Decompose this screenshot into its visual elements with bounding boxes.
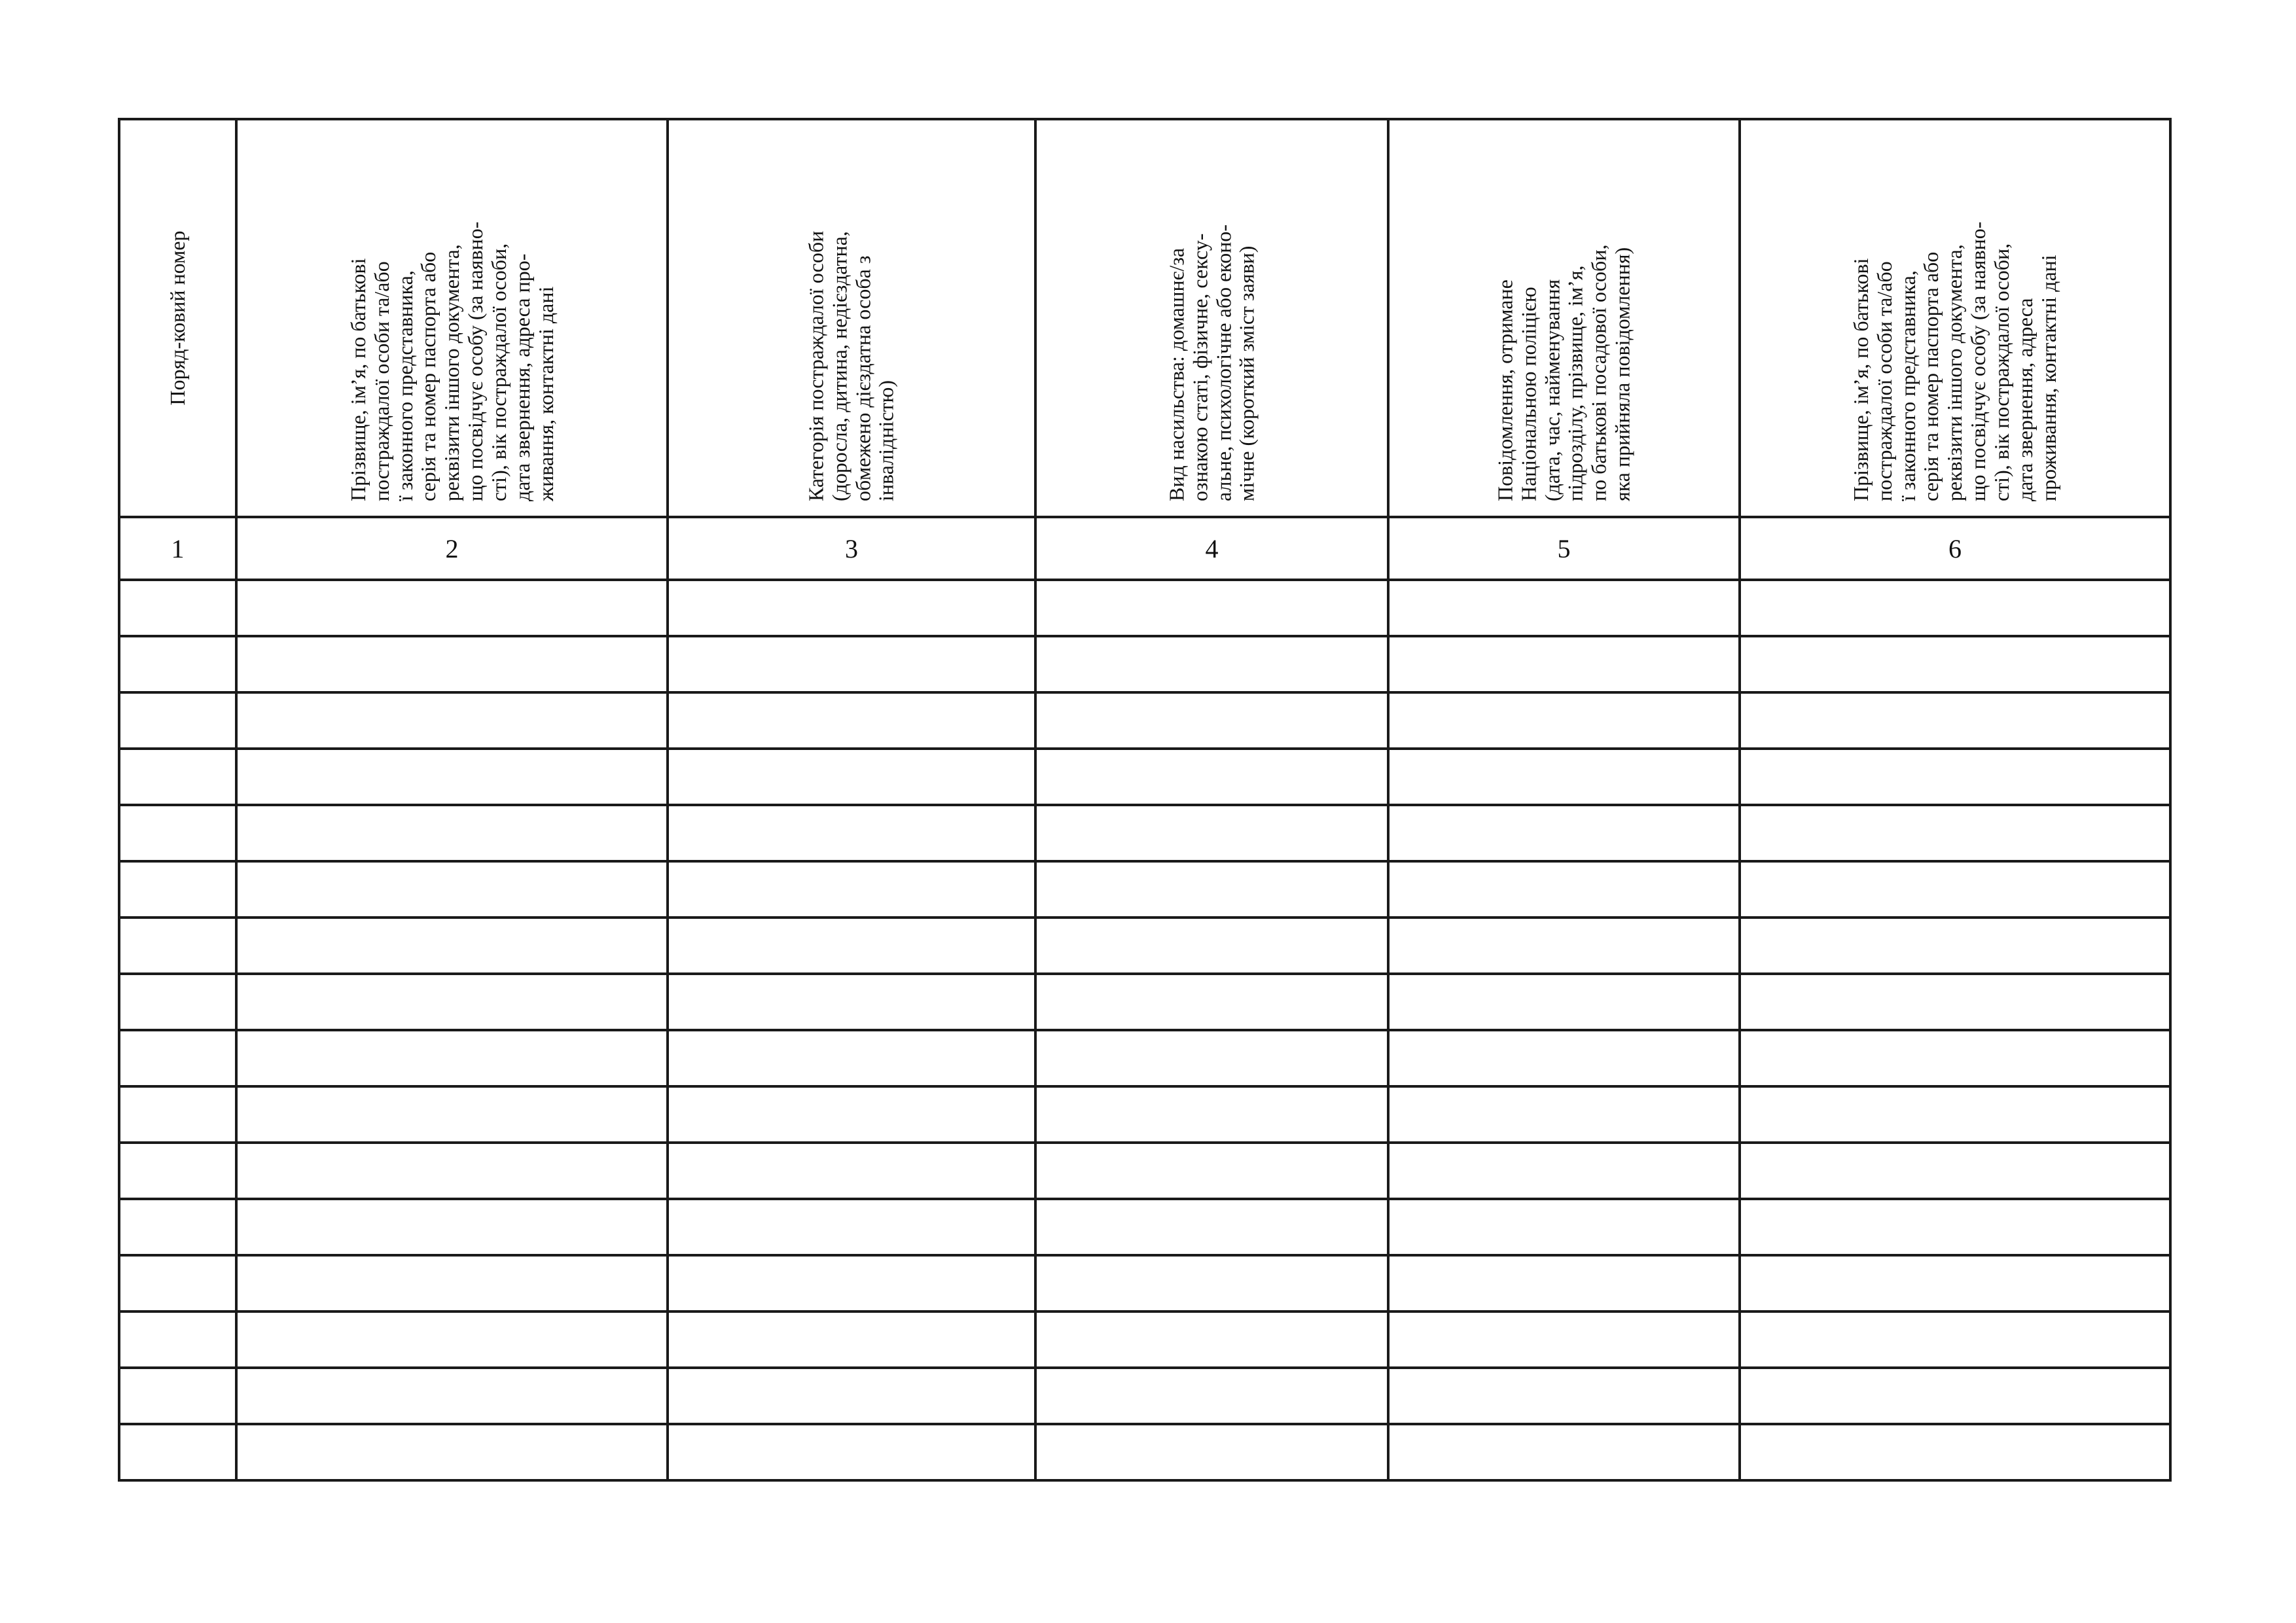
table-cell-col-2 — [236, 749, 668, 805]
table-cell-col-4 — [1035, 1030, 1388, 1086]
column-number-1: 1 — [119, 517, 236, 580]
table-cell-col-3 — [668, 1368, 1035, 1424]
table-cell-col-3 — [668, 805, 1035, 861]
table-cell-col-4 — [1035, 974, 1388, 1030]
column-number-3: 3 — [668, 517, 1035, 580]
table-cell-col-5 — [1388, 1311, 1740, 1368]
table-cell-col-4 — [1035, 1311, 1388, 1368]
table-cell-col-3 — [668, 918, 1035, 974]
header-cell-5 — [1388, 119, 1740, 517]
table-cell-col-4 — [1035, 1143, 1388, 1199]
table-row — [119, 805, 2170, 861]
table-cell-col-1 — [119, 1255, 236, 1311]
register-table — [118, 118, 2172, 1482]
table-cell-col-4 — [1035, 1424, 1388, 1480]
table-cell-col-1 — [119, 1086, 236, 1143]
header-text-3: Категорія постраждалої особи (доросла, дитина, недієздатна, обмежено дієздатна особа з інвалідністю) — [804, 230, 898, 501]
table-cell-col-2 — [236, 918, 668, 974]
table-cell-col-2 — [236, 861, 668, 918]
table-cell-col-6 — [1740, 1199, 2170, 1255]
table-cell-col-6 — [1740, 805, 2170, 861]
table-row — [119, 1424, 2170, 1480]
table-cell-col-5 — [1388, 580, 1740, 636]
table-cell-col-4 — [1035, 1199, 1388, 1255]
table-cell-col-2 — [236, 1086, 668, 1143]
header-cell-1 — [119, 119, 236, 517]
table-cell-col-5 — [1388, 636, 1740, 692]
table-cell-col-1 — [119, 1199, 236, 1255]
table-row — [119, 918, 2170, 974]
table-cell-col-5 — [1388, 1368, 1740, 1424]
table-cell-col-5 — [1388, 1255, 1740, 1311]
table-row — [119, 1311, 2170, 1368]
header-cell-6 — [1740, 119, 2170, 517]
column-number-6: 6 — [1740, 517, 2170, 580]
table-cell-col-1 — [119, 1424, 236, 1480]
table-cell-col-6 — [1740, 749, 2170, 805]
table-row — [119, 1255, 2170, 1311]
table-cell-col-3 — [668, 1030, 1035, 1086]
table-cell-col-6 — [1740, 1311, 2170, 1368]
table-row — [119, 1199, 2170, 1255]
table-cell-col-2 — [236, 1143, 668, 1199]
table-cell-col-3 — [668, 1255, 1035, 1311]
table-cell-col-1 — [119, 1143, 236, 1199]
table-row — [119, 974, 2170, 1030]
table-cell-col-6 — [1740, 1143, 2170, 1199]
table-row — [119, 1086, 2170, 1143]
table-cell-col-1 — [119, 861, 236, 918]
table-row — [119, 749, 2170, 805]
header-text-6: Прізвище, ім’я, по батькові постраждалої особи та/або ї законного представника, серія та номер паспорта або реквізити іншого документа, що посвідчує особу (за наявно- сті), вік постраждалої особи, дата звернення, адреса проживання, контактні дані — [1848, 221, 2060, 501]
table-cell-col-1 — [119, 918, 236, 974]
table-cell-col-2 — [236, 1424, 668, 1480]
table-cell-col-1 — [119, 805, 236, 861]
table-cell-col-6 — [1740, 580, 2170, 636]
table-row — [119, 1368, 2170, 1424]
table-cell-col-4 — [1035, 805, 1388, 861]
table-cell-col-6 — [1740, 692, 2170, 749]
table-cell-col-4 — [1035, 1086, 1388, 1143]
table-cell-col-2 — [236, 580, 668, 636]
table-cell-col-2 — [236, 1368, 668, 1424]
table-cell-col-3 — [668, 636, 1035, 692]
table-cell-col-2 — [236, 1199, 668, 1255]
table-cell-col-1 — [119, 692, 236, 749]
column-number-4: 4 — [1035, 517, 1388, 580]
column-number-5: 5 — [1388, 517, 1740, 580]
header-cell-4 — [1035, 119, 1388, 517]
table-cell-col-5 — [1388, 805, 1740, 861]
table-cell-col-3 — [668, 1424, 1035, 1480]
table-cell-col-6 — [1740, 974, 2170, 1030]
table-cell-col-5 — [1388, 749, 1740, 805]
table-cell-col-3 — [668, 974, 1035, 1030]
header-text-2: Прізвище, ім’я, по батькові постраждалої особи та/або ї законного представника, серія та номер паспорта або реквізити іншого документа, що посвідчує особу (за наявно- сті), вік постраждалої особи, дата звернення, адреса про- живання, контактні дані — [346, 221, 557, 501]
table-cell-col-5 — [1388, 1199, 1740, 1255]
table-cell-col-6 — [1740, 1368, 2170, 1424]
table-cell-col-5 — [1388, 1030, 1740, 1086]
table-cell-col-6 — [1740, 918, 2170, 974]
table-cell-col-4 — [1035, 918, 1388, 974]
table-row — [119, 580, 2170, 636]
table-cell-col-2 — [236, 1030, 668, 1086]
table-cell-col-1 — [119, 1368, 236, 1424]
table-cell-col-2 — [236, 805, 668, 861]
table-cell-col-5 — [1388, 918, 1740, 974]
table-cell-col-2 — [236, 1255, 668, 1311]
table-cell-col-1 — [119, 1311, 236, 1368]
header-cell-3 — [668, 119, 1035, 517]
table-cell-col-4 — [1035, 692, 1388, 749]
table-cell-col-2 — [236, 974, 668, 1030]
header-text-5: Повідомлення, отримане Національною поліцією (дата, час, найменування підрозділу, прізвище, ім’я, по батькові посадової особи, яка прийняла повідомлення) — [1493, 244, 1634, 501]
table-cell-col-3 — [668, 1143, 1035, 1199]
header-text-4: Вид насильства: домашнє/за ознакою статі, фізичне, сексу- альне, психологічне або еконо- мічне (короткий зміст заяви) — [1164, 224, 1259, 501]
table-cell-col-5 — [1388, 974, 1740, 1030]
table-cell-col-4 — [1035, 1255, 1388, 1311]
column-number-2: 2 — [236, 517, 668, 580]
table-cell-col-3 — [668, 749, 1035, 805]
table-cell-col-3 — [668, 1086, 1035, 1143]
table-cell-col-3 — [668, 1199, 1035, 1255]
table-cell-col-4 — [1035, 861, 1388, 918]
table-cell-col-4 — [1035, 749, 1388, 805]
table-cell-col-1 — [119, 1030, 236, 1086]
table-row — [119, 692, 2170, 749]
table-cell-col-3 — [668, 580, 1035, 636]
table-cell-col-1 — [119, 974, 236, 1030]
table-cell-col-4 — [1035, 636, 1388, 692]
table-cell-col-5 — [1388, 861, 1740, 918]
table-cell-col-1 — [119, 580, 236, 636]
table-cell-col-2 — [236, 1311, 668, 1368]
header-cell-2 — [236, 119, 668, 517]
table-cell-col-3 — [668, 861, 1035, 918]
table-cell-col-2 — [236, 636, 668, 692]
column-number-row — [119, 517, 2170, 580]
table-cell-col-4 — [1035, 1368, 1388, 1424]
table-cell-col-5 — [1388, 1086, 1740, 1143]
table-cell-col-2 — [236, 692, 668, 749]
table-row — [119, 1030, 2170, 1086]
table-body — [119, 119, 2170, 1480]
table-cell-col-1 — [119, 749, 236, 805]
table-row — [119, 636, 2170, 692]
header-text-1: Поряд-ковий номер — [165, 230, 189, 406]
table-cell-col-6 — [1740, 1086, 2170, 1143]
table-cell-col-6 — [1740, 636, 2170, 692]
table-cell-col-5 — [1388, 692, 1740, 749]
table-row — [119, 861, 2170, 918]
table-cell-col-6 — [1740, 1255, 2170, 1311]
table-row — [119, 1143, 2170, 1199]
header-row — [119, 119, 2170, 517]
table-cell-col-1 — [119, 636, 236, 692]
table-cell-col-6 — [1740, 1030, 2170, 1086]
table-cell-col-3 — [668, 692, 1035, 749]
table-cell-col-6 — [1740, 861, 2170, 918]
table-cell-col-4 — [1035, 580, 1388, 636]
table-cell-col-5 — [1388, 1143, 1740, 1199]
table-cell-col-3 — [668, 1311, 1035, 1368]
table-cell-col-6 — [1740, 1424, 2170, 1480]
table-cell-col-5 — [1388, 1424, 1740, 1480]
